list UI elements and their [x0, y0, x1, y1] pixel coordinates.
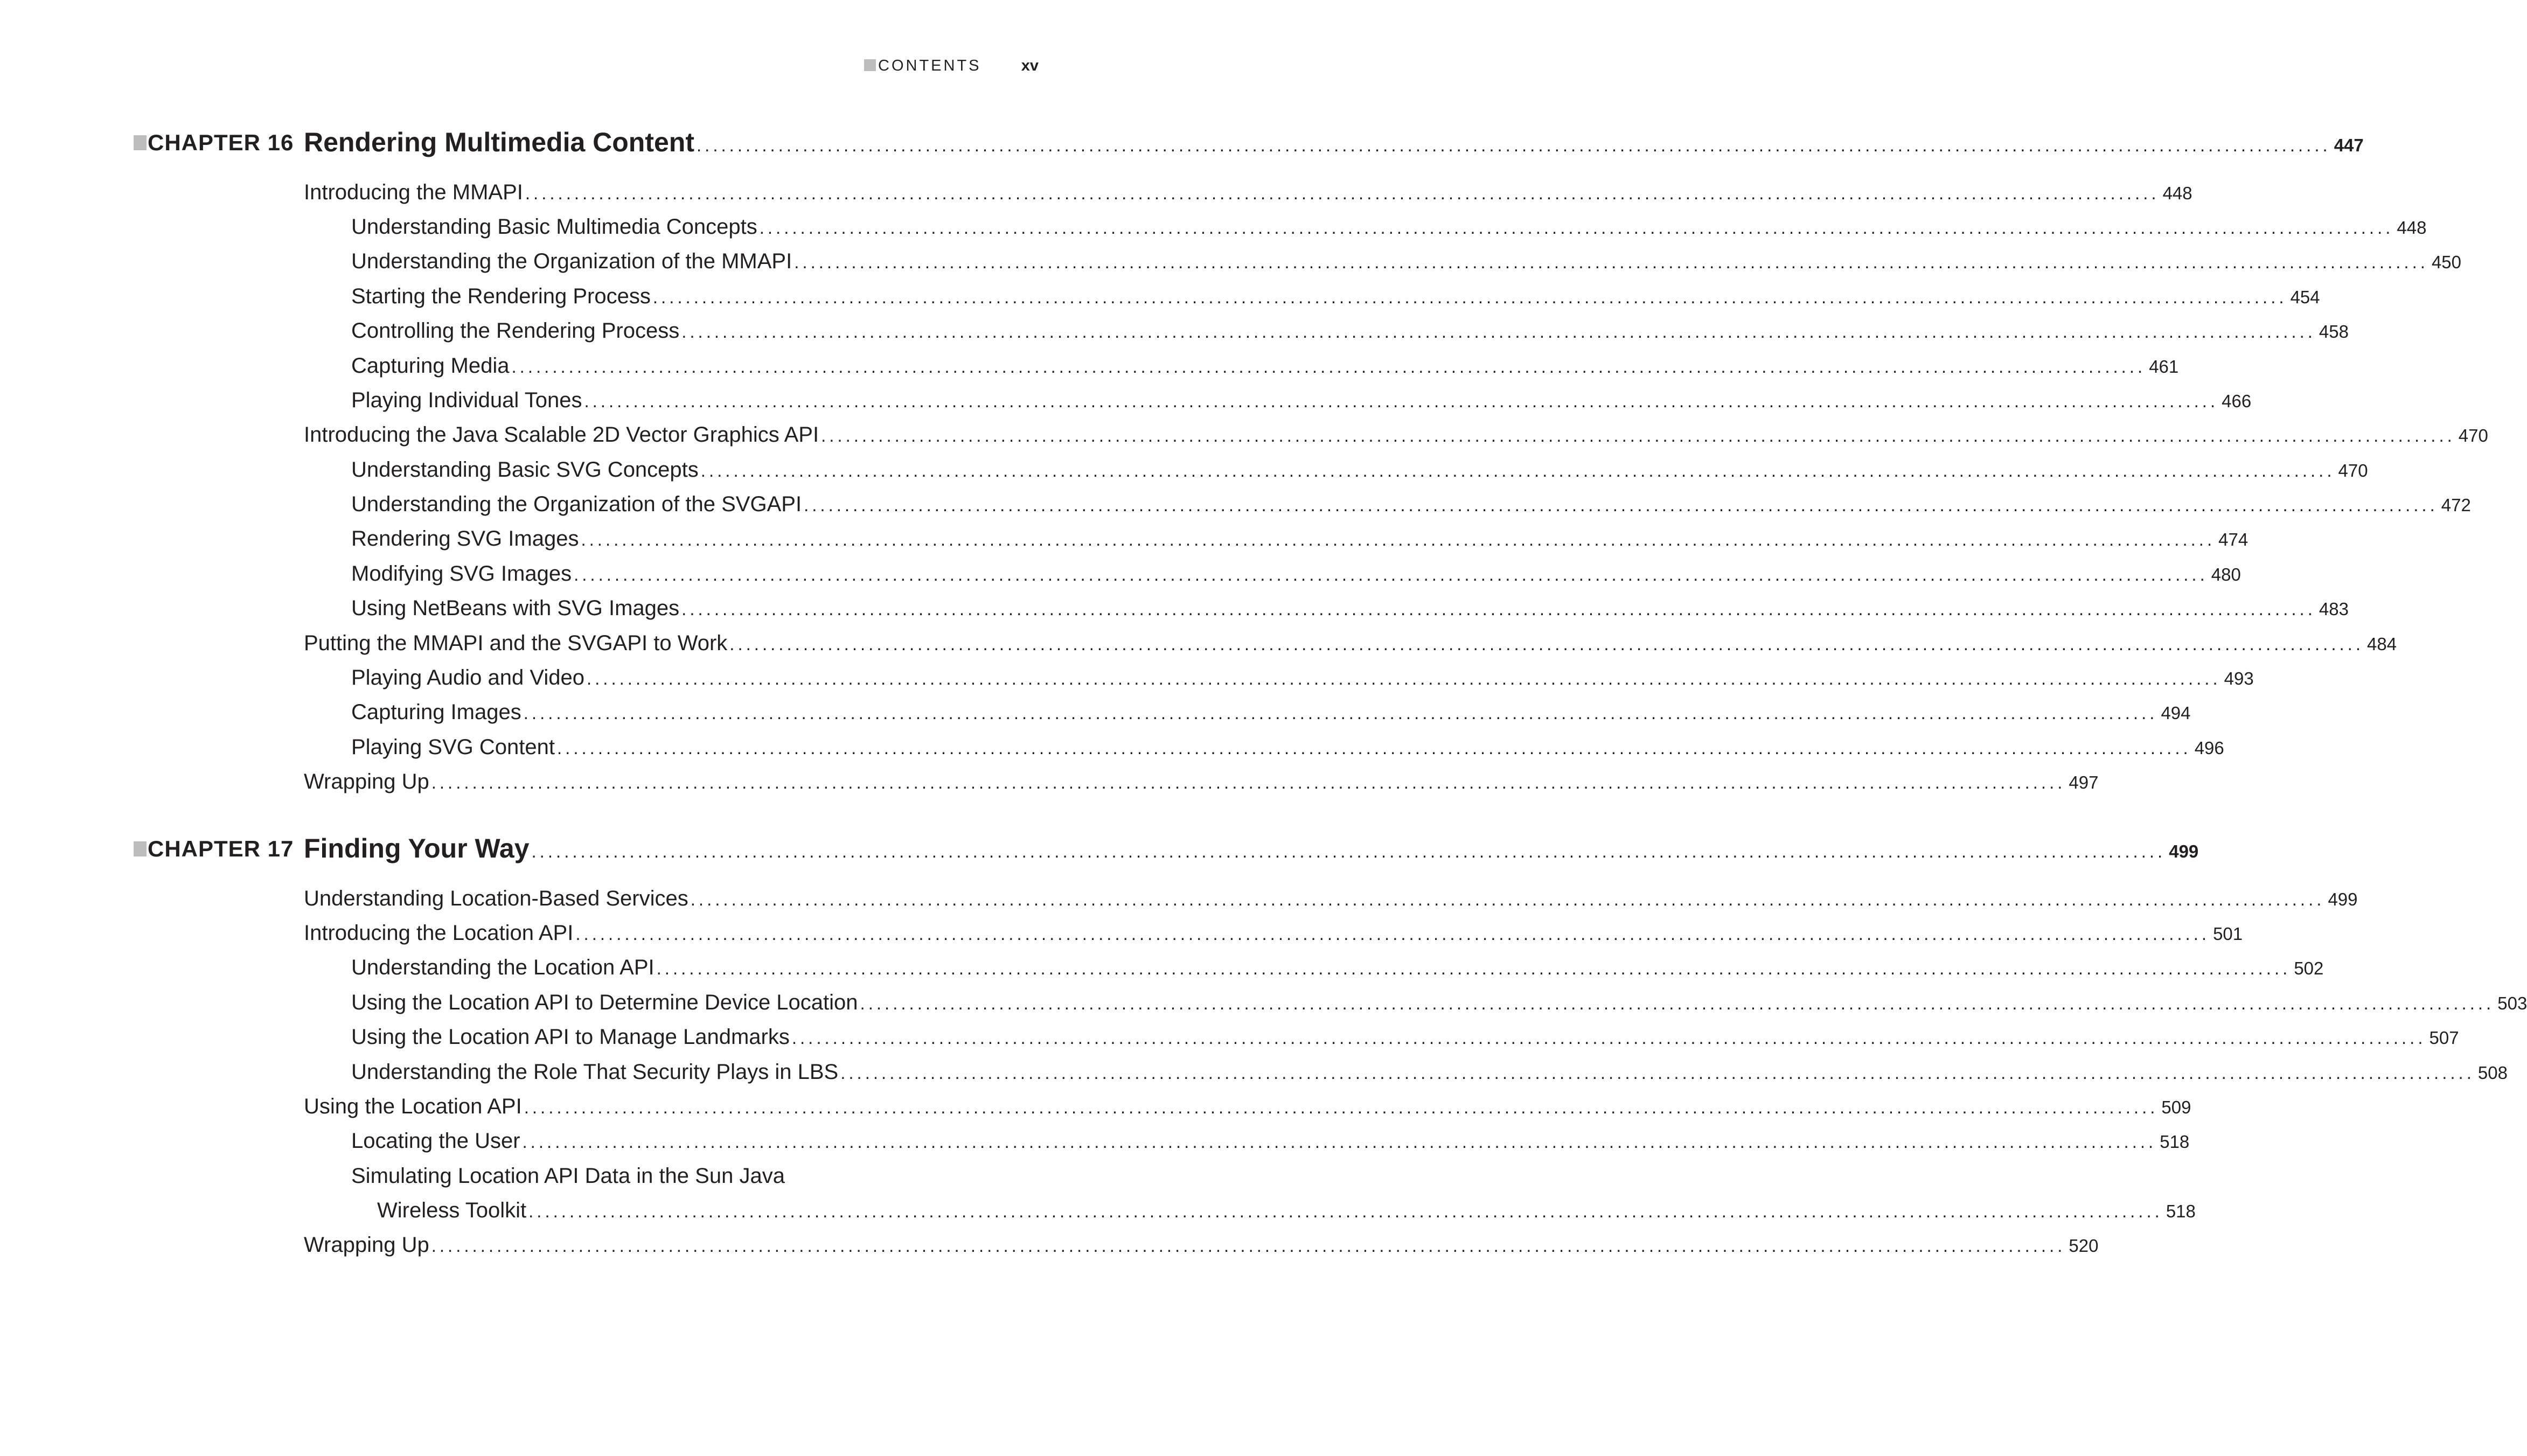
page-number: 448 [2397, 218, 2427, 238]
toc-entry-title: Using the Location API [304, 1095, 522, 1118]
dot-leader: ........................................................................................................................................................................................................ [523, 703, 2158, 723]
page-number: 518 [2166, 1201, 2196, 1221]
dot-leader: ........................................................................................................................................................................................................ [584, 391, 2219, 411]
toc-entry-title: Modifying SVG Images [351, 562, 572, 586]
page-number: 503 [2497, 993, 2527, 1013]
dot-leader: ........................................................................................................................................................................................................ [581, 530, 2216, 549]
toc-entry-title-line1[interactable]: Simulating Location API Data in the Sun Java [351, 1164, 785, 1188]
page-number: 470 [2338, 461, 2368, 480]
page-number: 520 [2069, 1236, 2099, 1256]
toc-entry-title: Using NetBeans with SVG Images [351, 596, 680, 620]
page-number: 507 [2429, 1028, 2459, 1048]
dot-leader: ........................................................................................................................................................................................................ [511, 357, 2146, 377]
toc-entry[interactable] [351, 523, 2248, 555]
dot-leader: ........................................................................................................................................................................................................ [557, 738, 2191, 758]
toc-entry-title: Controlling the Rendering Process [351, 319, 680, 343]
toc-entry-title: Playing Individual Tones [351, 388, 582, 412]
toc-entry-title: Starting the Rendering Process [351, 284, 651, 308]
page-number: 497 [2069, 772, 2099, 792]
toc-entry-title: Capturing Images [351, 700, 521, 724]
toc-entry[interactable] [351, 454, 2368, 486]
running-head-label: CONTENTS [878, 57, 981, 74]
page-number: 502 [2294, 958, 2324, 978]
toc-entry-title: Rendering SVG Images [351, 527, 579, 551]
toc-entry[interactable] [304, 419, 2488, 451]
page-number: 499 [2328, 889, 2358, 909]
page-number: 480 [2211, 565, 2241, 584]
toc-entry-title: Understanding Basic SVG Concepts [351, 458, 699, 482]
chapter-17-title-entry[interactable] [304, 831, 2199, 866]
toc-entry[interactable] [304, 1229, 2099, 1261]
toc-entry[interactable] [351, 731, 2224, 763]
chapter-17-label: CHAPTER 17 [134, 833, 295, 865]
page-number: 448 [2162, 183, 2192, 203]
toc-entry[interactable] [351, 661, 2254, 694]
dot-leader: ........................................................................................................................................................................................................ [574, 565, 2208, 584]
toc-entry-title-line2: Wireless Toolkit [377, 1199, 527, 1222]
toc-entry-title: Using the Location API to Determine Device Location [351, 991, 858, 1014]
toc-entry-title: Locating the User [351, 1129, 520, 1153]
dot-leader: ........................................................................................................................................................................................................ [525, 183, 2160, 203]
toc-entry-title: Playing Audio and Video [351, 666, 584, 689]
dot-leader: ........................................................................................................................................................................................................ [656, 958, 2291, 978]
toc-entry-title: Understanding Basic Multimedia Concepts [351, 215, 757, 239]
toc-entry-title: Introducing the MMAPI [304, 180, 523, 204]
toc-entry[interactable] [351, 315, 2349, 347]
page-number: 447 [2334, 135, 2364, 155]
page-number: 499 [2169, 841, 2199, 861]
toc-entry-title: Understanding the Organization of the SVGAPI [351, 492, 802, 516]
toc-entry[interactable] [304, 765, 2099, 798]
dot-leader: ........................................................................................................................................................................................................ [575, 924, 2210, 944]
dot-leader: ........................................................................................................................................................................................................ [690, 889, 2325, 909]
running-head-page-number: xv [1021, 57, 1039, 74]
toc-entry-title: Introducing the Java Scalable 2D Vector Graphics API [304, 423, 819, 447]
dot-leader: ........................................................................................................................................................................................................ [840, 1063, 2475, 1083]
dot-leader: ........................................................................................................................................................................................................ [860, 993, 2495, 1013]
dot-leader: ........................................................................................................................................................................................................ [431, 772, 2066, 792]
chapter-16-title-entry[interactable] [304, 125, 2364, 159]
toc-entry[interactable] [351, 558, 2241, 590]
dot-leader: ........................................................................................................................................................................................................ [528, 1201, 2163, 1221]
page-number: 484 [2367, 634, 2397, 654]
page-number: 454 [2290, 287, 2320, 307]
dot-leader: ........................................................................................................................................................................................................ [697, 135, 2331, 155]
toc-entry[interactable] [351, 1021, 2459, 1053]
square-bullet-icon [864, 59, 876, 71]
dot-leader: ........................................................................................................................................................................................................ [531, 841, 2166, 861]
dot-leader: ........................................................................................................................................................................................................ [759, 218, 2394, 238]
dot-leader: ........................................................................................................................................................................................................ [821, 426, 2455, 445]
dot-leader: ........................................................................................................................................................................................................ [700, 461, 2335, 480]
toc-entry[interactable] [304, 882, 2358, 915]
page-number: 493 [2224, 668, 2254, 688]
page-number: 501 [2213, 924, 2243, 944]
dot-leader: ........................................................................................................................................................................................................ [791, 1028, 2426, 1048]
toc-entry-title: Understanding the Role That Security Plays in LBS [351, 1060, 839, 1084]
toc-entry-title: Wrapping Up [304, 770, 429, 793]
dot-leader: ........................................................................................................................................................................................................ [681, 322, 2316, 342]
dot-leader: ........................................................................................................................................................................................................ [522, 1132, 2157, 1152]
square-bullet-icon [134, 841, 147, 856]
chapter-16-label: CHAPTER 16 [134, 127, 295, 159]
dot-leader: ........................................................................................................................................................................................................ [681, 599, 2316, 619]
toc-entry[interactable] [351, 280, 2320, 312]
toc-entry-title: Understanding the Location API [351, 956, 655, 979]
dot-leader: ........................................................................................................................................................................................................ [524, 1097, 2159, 1117]
page-number: 508 [2477, 1063, 2508, 1083]
toc-entry[interactable] [351, 384, 2252, 416]
toc-entry-title: Understanding the Organization of the MMAPI [351, 249, 792, 273]
toc-entry[interactable] [351, 986, 2527, 1019]
toc-entry-title: Putting the MMAPI and the SVGAPI to Work [304, 631, 728, 655]
toc-entry-title: Understanding Location-Based Services [304, 887, 688, 910]
square-bullet-icon [134, 135, 147, 150]
toc-entry[interactable] [351, 350, 2179, 382]
dot-leader: ........................................................................................................................................................................................................ [431, 1236, 2066, 1256]
toc-entry[interactable] [351, 951, 2324, 984]
toc-entry[interactable] [351, 245, 2461, 277]
page-number: 461 [2149, 357, 2179, 377]
toc-entry[interactable] [351, 592, 2349, 624]
toc-entry[interactable] [304, 1090, 2191, 1123]
toc-entry[interactable] [304, 917, 2243, 949]
toc-entry-title: Capturing Media [351, 354, 510, 378]
page-number: 472 [2441, 495, 2471, 515]
page-number: 458 [2319, 322, 2349, 342]
toc-entry[interactable] [377, 1194, 2196, 1227]
page-number: 466 [2222, 391, 2252, 411]
toc-entry-title: Introducing the Location API [304, 921, 574, 945]
running-head [864, 55, 1039, 76]
toc-entry-title: Using the Location API to Manage Landmarks [351, 1025, 790, 1049]
page-number: 474 [2218, 530, 2248, 549]
dot-leader: ........................................................................................................................................................................................................ [586, 668, 2221, 688]
toc-entry[interactable] [351, 1125, 2190, 1157]
dot-leader: ........................................................................................................................................................................................................ [729, 634, 2364, 654]
page-number: 470 [2458, 426, 2488, 445]
page-number: 509 [2161, 1097, 2191, 1117]
dot-leader: ........................................................................................................................................................................................................ [804, 495, 2438, 515]
toc-entry[interactable] [304, 176, 2192, 208]
page-number: 518 [2160, 1132, 2190, 1152]
toc-entry-title: Playing SVG Content [351, 735, 555, 759]
page-number: 450 [2431, 252, 2461, 272]
toc-entry[interactable] [304, 627, 2397, 659]
dot-leader: ........................................................................................................................................................................................................ [652, 287, 2287, 307]
toc-entry[interactable] [351, 696, 2191, 728]
toc-entry-title: Wrapping Up [304, 1233, 429, 1257]
dot-leader: ........................................................................................................................................................................................................ [794, 252, 2428, 272]
chapter-title: Rendering Multimedia Content [304, 127, 694, 157]
toc-entry[interactable] [351, 1056, 2508, 1088]
chapter-title: Finding Your Way [304, 833, 530, 863]
toc-entry[interactable] [351, 488, 2471, 520]
page-number: 496 [2194, 738, 2224, 758]
page-number: 494 [2161, 703, 2191, 723]
toc-entry[interactable] [351, 211, 2427, 243]
page-number: 483 [2319, 599, 2349, 619]
